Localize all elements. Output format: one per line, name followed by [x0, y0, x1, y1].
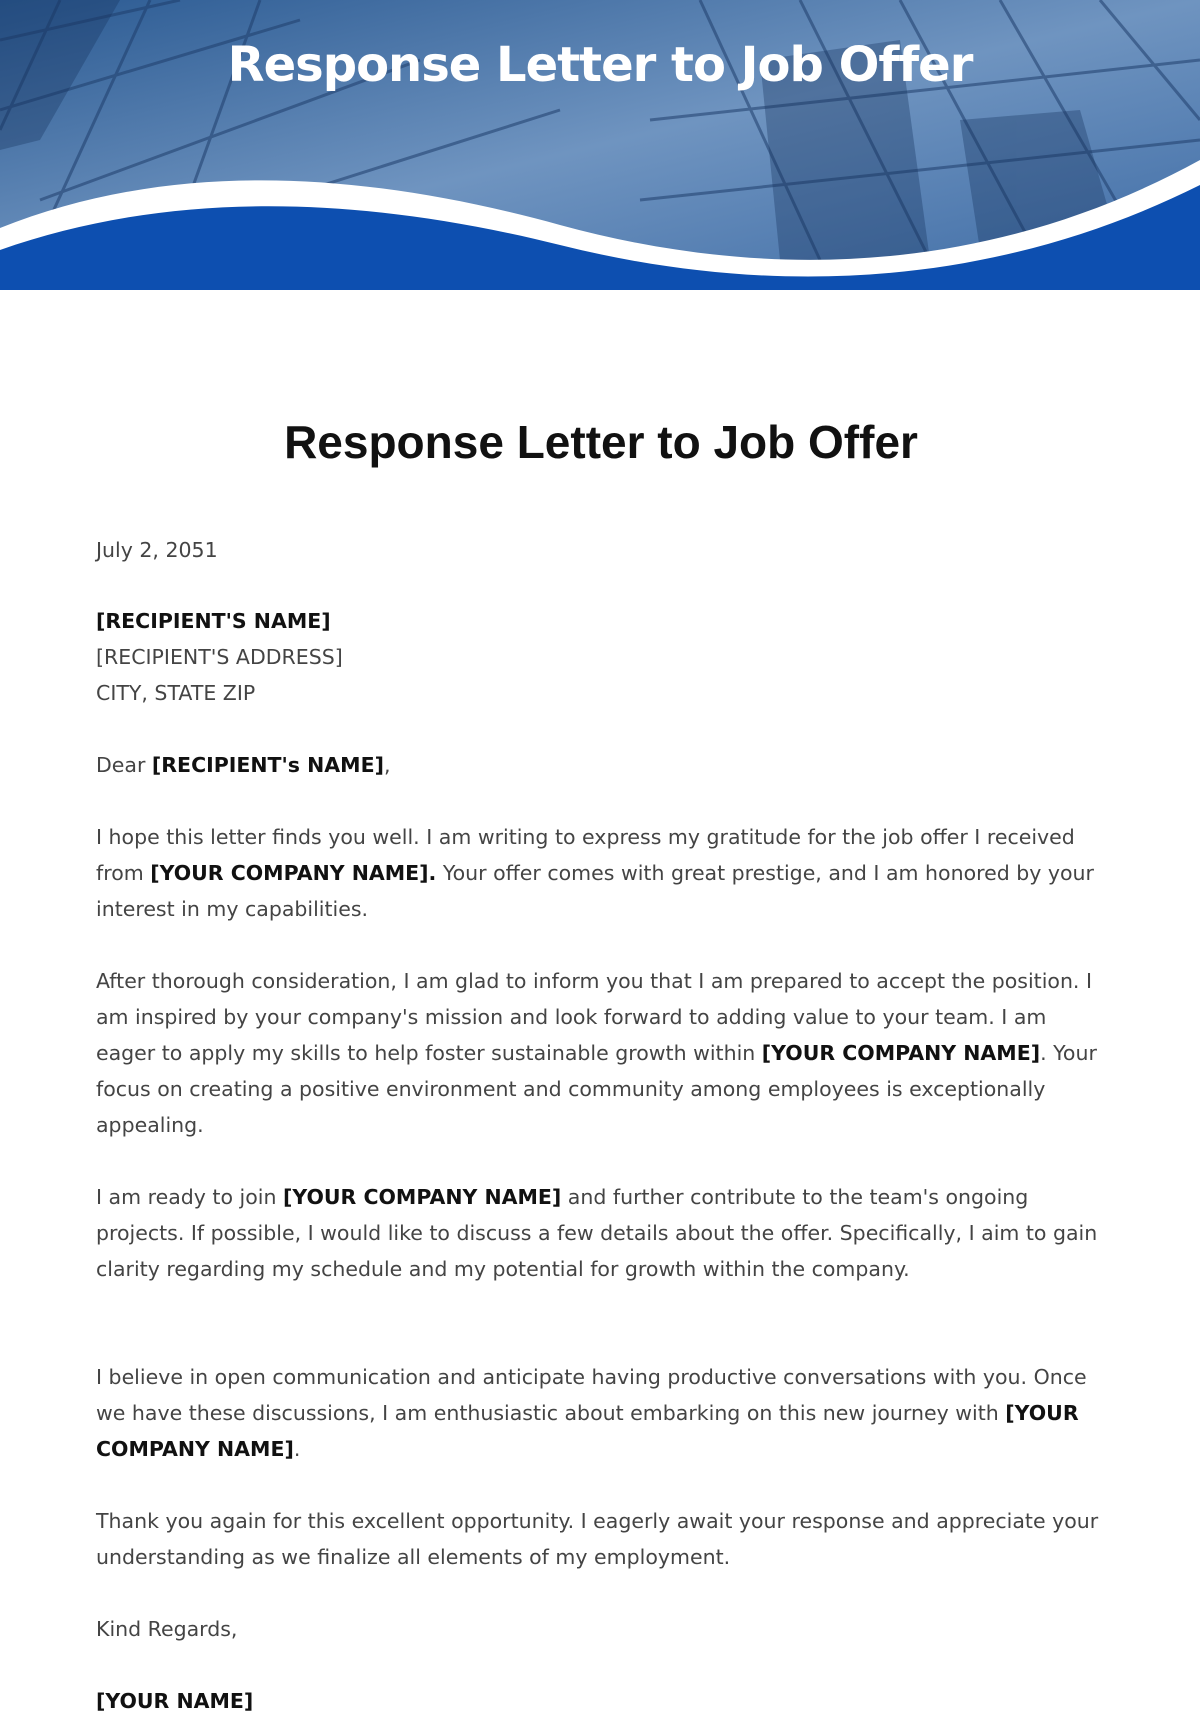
recipient-block [96, 603, 1106, 711]
closing: Kind Regards, [96, 1617, 238, 1641]
recipient-city-state-zip: CITY, STATE ZIP [96, 681, 256, 705]
paragraph-2: After thorough consideration, I am glad to inform you that I am prepared to accept the position. I am inspired by your company's mission and look forward to adding value to your team. I am eager to apply my skills to help foster sustainable growth within [YOUR COMPANY NAME]. Your focus on creating a positive environment and community among employees is exceptionally appealing. [96, 969, 1097, 1137]
document-title: Response Letter to Job Offer [284, 416, 918, 468]
header-banner [0, 0, 1200, 290]
recipient-name: [RECIPIENT'S NAME] [96, 609, 331, 633]
paragraph-3: I am ready to join [YOUR COMPANY NAME] and further contribute to the team's ongoing projects. If possible, I would like to discuss a few details about the offer. Specifically, I aim to gain clarity regarding my schedule and my potential for growth within the company. [96, 1185, 1098, 1281]
paragraph-5: Thank you again for this excellent opportunity. I eagerly await your response and appreciate your understanding as we finalize all elements of my employment. [96, 1509, 1099, 1569]
salutation: Dear [RECIPIENT's NAME], [96, 753, 391, 777]
recipient-address: [RECIPIENT'S ADDRESS] [96, 645, 343, 669]
paragraph-1: I hope this letter finds you well. I am writing to express my gratitude for the job offer I received from [YOUR COMPANY NAME]. Your offer comes with great prestige, and I am honored by your interest in my capabilities. [96, 825, 1094, 921]
banner-title: Response Letter to Job Offer [227, 37, 973, 93]
paragraph-4: I believe in open communication and anticipate having productive conversations with you. Once we have these discussions, I am enthusiastic about embarking on this new journey with [YOUR COMPANY NAME]. [96, 1365, 1087, 1461]
letter-date: July 2, 2051 [96, 538, 218, 562]
signature: [YOUR NAME] [96, 1689, 254, 1713]
